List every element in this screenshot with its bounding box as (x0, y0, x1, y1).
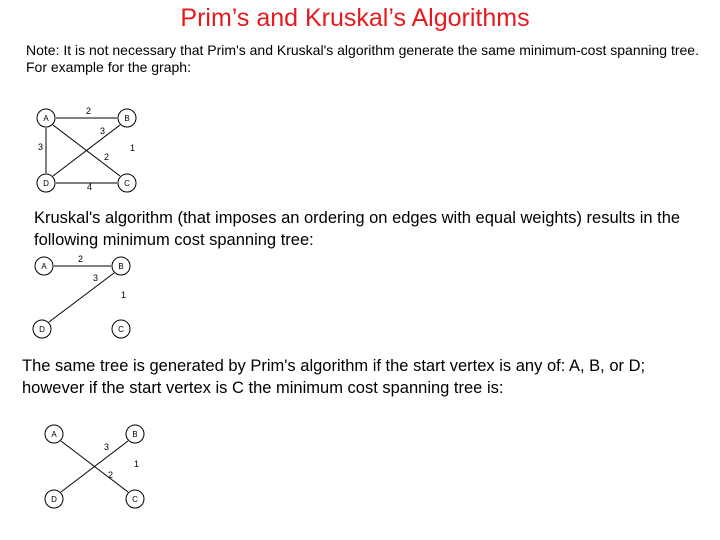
node-label-d: D (51, 495, 57, 504)
note-line-1: Note: It is not necessary that Prim's and Kruskal's algorithm generate the same minimum-cost spanning tree. (26, 42, 699, 58)
node-label-c: C (124, 179, 130, 188)
kruskal-mst-graph (32, 254, 142, 340)
weight-d-c: 4 (87, 182, 93, 192)
weight-b-d: 2 (104, 152, 110, 162)
weight-b-c: 1 (130, 143, 136, 153)
weight-b-c: 1 (134, 459, 140, 469)
node-label-a: A (51, 430, 57, 439)
edge-b-d (49, 273, 114, 322)
weight-a-c: 2 (108, 470, 114, 480)
node-label-b: B (118, 262, 124, 271)
node-label-a: A (43, 114, 49, 123)
note-text (26, 42, 706, 76)
node-label-c: C (132, 495, 138, 504)
weight-a-b: 2 (78, 254, 84, 264)
node-label-b: B (124, 114, 130, 123)
weight-b-d: 3 (104, 442, 110, 452)
node-label-d: D (43, 179, 49, 188)
slide-title: Prim’s and Kruskal’s Algorithms (180, 4, 530, 32)
node-label-b: B (132, 430, 138, 439)
prim-paragraph: The same tree is generated by Prim's algorithm if the start vertex is any of: A, B, or D; however if the start vertex is C the minimum cost spanning tree is: (22, 357, 646, 397)
prim-mst-graph (42, 422, 152, 514)
weight-a-c: 3 (100, 126, 106, 136)
weight-b-c: 1 (121, 290, 127, 300)
node-label-c: C (118, 325, 124, 334)
weight-b-d: 3 (93, 273, 99, 283)
note-line-2: For example for the graph: (26, 59, 191, 75)
kruskal-paragraph: Kruskal's algorithm (that imposes an ordering on edges with equal weights) results in the following minimum cost spanning tree: (34, 209, 681, 249)
weight-a-d: 3 (38, 142, 44, 152)
node-label-d: D (39, 325, 45, 334)
original-graph (34, 106, 144, 192)
weight-a-b: 2 (86, 106, 92, 116)
node-label-a: A (41, 262, 47, 271)
